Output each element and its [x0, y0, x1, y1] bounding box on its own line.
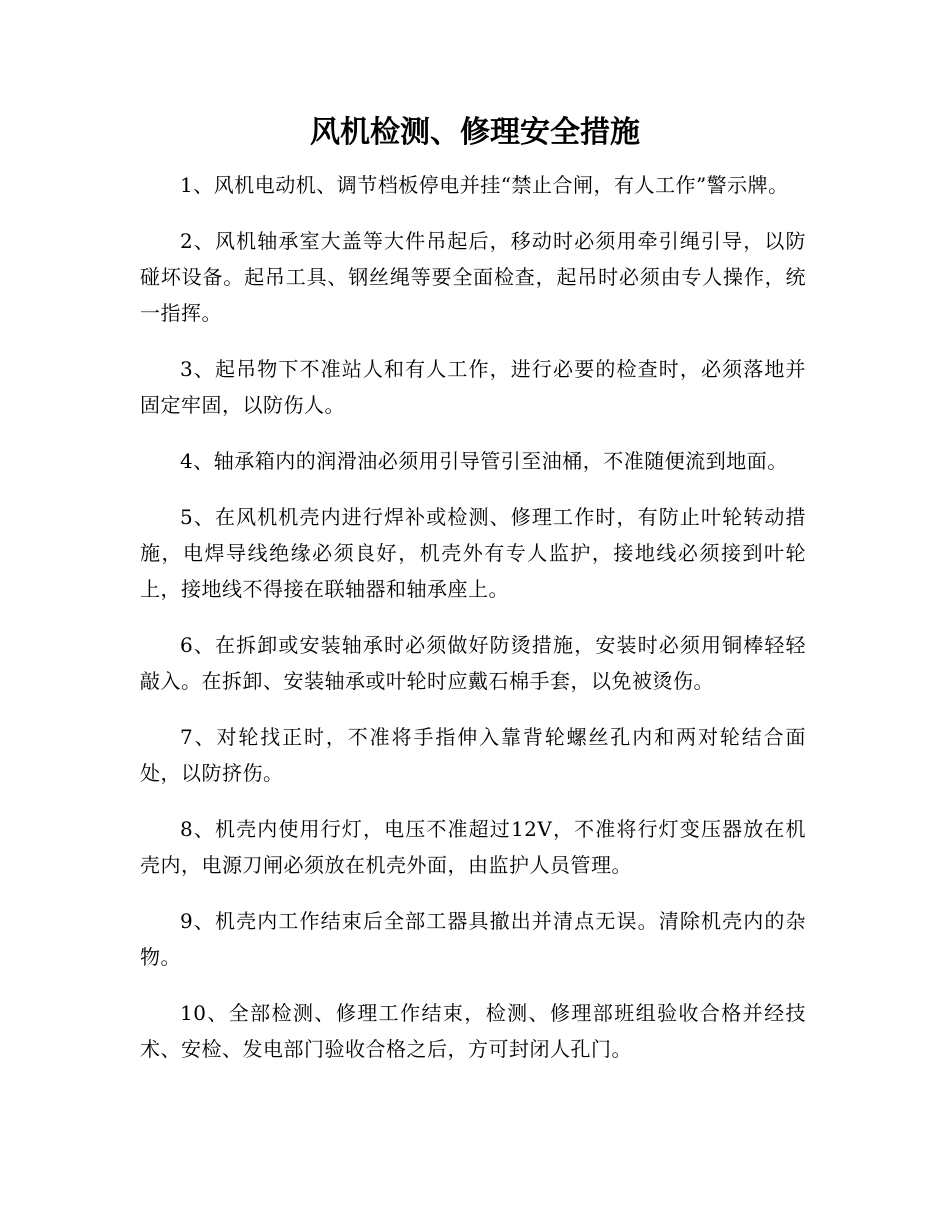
- paragraph-8: 8、机壳内使用行灯，电压不准超过12V，不准将行灯变压器放在机壳内，电源刀闸必须放在机壳外面，由监护人员管理。: [140, 817, 806, 877]
- paragraph-2: 2、风机轴承室大盖等大件吊起后，移动时必须用牵引绳引导，以防碰坏设备。起吊工具、钢丝绳等要全面检查，起吊时必须由专人操作，统一指挥。: [140, 229, 806, 325]
- paragraph-6: 6、在拆卸或安装轴承时必须做好防烫措施，安装时必须用铜棒轻轻敲入。在拆卸、安装轴承或叶轮时应戴石棉手套，以免被烫伤。: [140, 633, 806, 693]
- paragraph-5: 5、在风机机壳内进行焊补或检测、修理工作时，有防止叶轮转动措施，电焊导线绝缘必须良好，机壳外有专人监护，接地线必须接到叶轮上，接地线不得接在联轴器和轴承座上。: [140, 505, 806, 601]
- paragraph-1: 1、风机电动机、调节档板停电并挂“禁止合闸，有人工作”警示牌。: [180, 173, 789, 197]
- document-body: [140, 167, 806, 1087]
- paragraph-9: 9、机壳内工作结束后全部工器具撤出并清点无误。清除机壳内的杂物。: [140, 909, 806, 969]
- paragraph-4: 4、轴承箱内的润滑油必须用引导管引至油桶，不准随便流到地面。: [180, 449, 788, 473]
- paragraph-3: 3、起吊物下不准站人和有人工作，进行必要的检查时，必须落地并固定牢固，以防伤人。: [140, 357, 806, 417]
- paragraph-10: 10、全部检测、修理工作结束，检测、修理部班组验收合格并经技术、安检、发电部门验收合格之后，方可封闭人孔门。: [140, 1001, 806, 1061]
- paragraph-7: 7、对轮找正时，不准将手指伸入靠背轮螺丝孔内和两对轮结合面处，以防挤伤。: [140, 725, 806, 785]
- page-title: 风机检测、修理安全措施: [310, 115, 640, 150]
